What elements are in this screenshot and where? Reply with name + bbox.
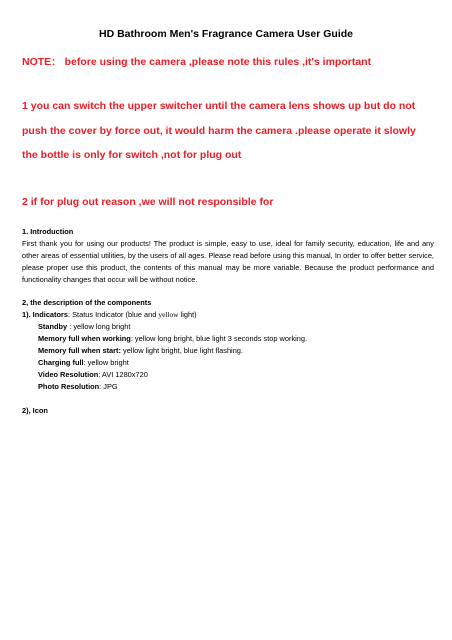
indicators-text-serif: yellow [158,310,179,319]
indicator-item-standby [22,321,434,333]
indicator-item-photo-resolution [22,381,434,393]
indicators-text-b: light) [178,310,197,319]
indicator-item-value: : AVI 1280x720 [98,370,148,379]
indicator-item-value: : yellow long bright [67,322,131,331]
indicator-item-memory-full-working [22,333,434,345]
indicator-item-memory-full-start [22,345,434,357]
rule-1-line-2: push the cover by force out, it would harm the camera .please operate it slowly [22,125,416,137]
rule-1-line-1: 1 you can switch the upper switcher until the camera lens shows up but do not [22,100,416,112]
indicator-item-value: : yellow bright [83,358,129,367]
indicators-text-a: : Status Indicator (blue and [68,310,159,319]
indicator-item-charging-full [22,357,434,369]
indicator-item-label: Charging full [38,358,84,367]
icon-heading: 2), Icon [22,406,48,415]
introduction-body: First thank you for using our products! The product is simple, easy to use, ideal for family security, education, life and any other areas of essential utilities, by the users of all ages. Please read before using this manual, In order to offer better service, please proper use this product, the contents of this manual may be more variable. Because the product performance and functionality changes that occur will be without notice. [22,239,434,284]
indicators-line [22,309,434,321]
introduction-section [22,226,434,286]
indicator-item-value: : JPG [99,382,118,391]
indicator-item-value: : yellow long bright, blue light 3 seconds stop working. [130,334,308,343]
icon-section [22,405,434,417]
indicator-item-label: Photo Resolution [38,382,100,391]
components-section [22,297,434,393]
indicator-item-label: Video Resolution [38,370,99,379]
indicator-item-label: Memory full when working [38,334,131,343]
introduction-heading: 1. Introduction [22,227,74,236]
components-heading: 2, the description of the components [22,298,152,307]
indicator-item-value: yellow light bright, blue light flashing. [120,346,243,355]
document-title: HD Bathroom Men's Fragrance Camera User Guide [99,28,353,40]
indicator-item-video-resolution [22,369,434,381]
rule-1-line-3: the bottle is only for switch ,not for plug out [22,149,242,161]
rule-2: 2 if for plug out reason ,we will not responsible for [22,196,274,208]
note-line: NOTE： before using the camera ,please note this rules ,it's important [22,56,372,68]
indicator-item-label: Memory full when start: [38,346,121,355]
indicators-label: 1). Indicators [22,310,68,319]
indicator-item-label: Standby [38,322,68,331]
